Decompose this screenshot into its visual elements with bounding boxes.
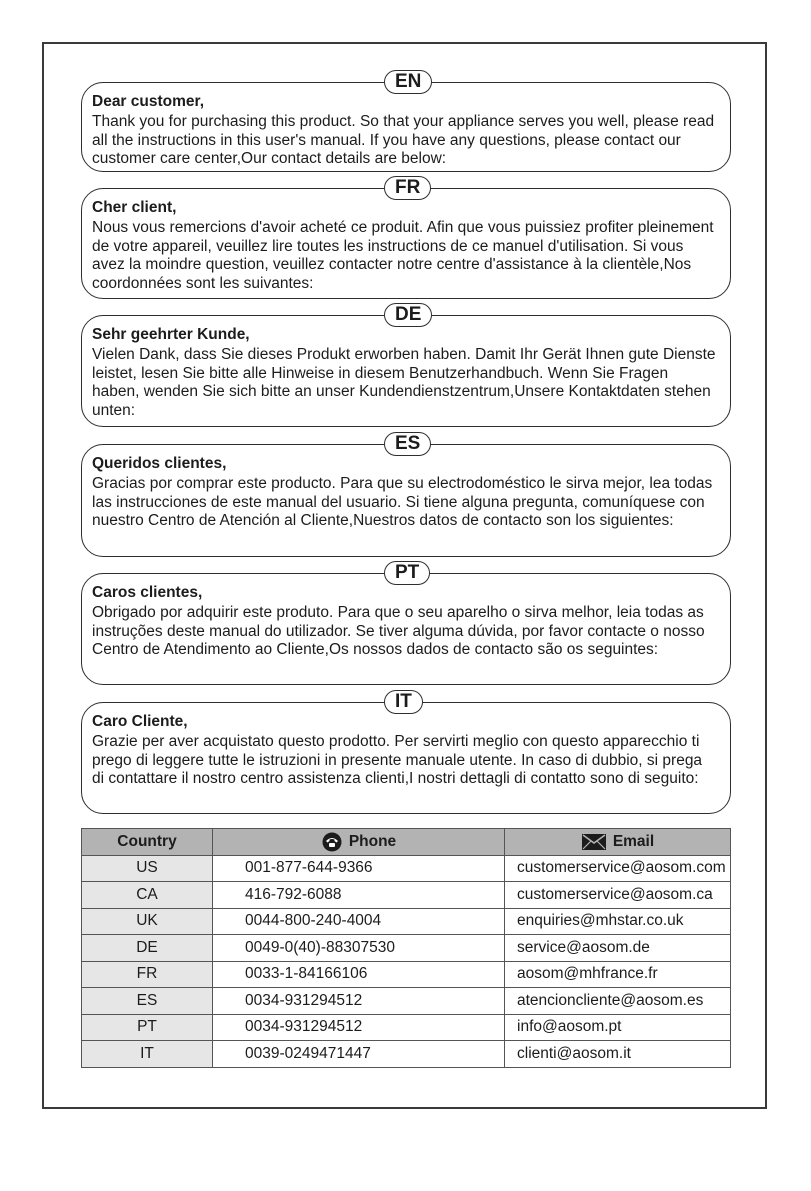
- section-it: [81, 691, 731, 814]
- phone-cell: 0034-931294512: [213, 988, 505, 1015]
- country-cell: IT: [82, 1041, 213, 1068]
- lang-tag-es: ES: [384, 432, 431, 456]
- greeting-pt: Caros clientes,: [92, 584, 203, 601]
- email-cell: atencioncliente@aosom.es: [505, 988, 731, 1015]
- header-phone: [213, 829, 505, 856]
- body-de: Vielen Dank, dass Sie dieses Produkt erworben haben. Damit Ihr Gerät Ihnen gute Dienste leistet, lesen Sie bitte alle Hinweise in diesem Benutzerhandbuch. Wenn Sie Fragen haben, wenden Sie sich bitte an unser Kundendienstzentrum,Unsere Kontaktdaten stehen unten:: [92, 346, 716, 419]
- email-cell: clienti@aosom.it: [505, 1041, 731, 1068]
- table-row: [82, 855, 731, 882]
- phone-cell: 0033-1-84166106: [213, 961, 505, 988]
- email-cell: customerservice@aosom.com: [505, 855, 731, 882]
- greeting-fr: Cher client,: [92, 199, 177, 216]
- greeting-it: Caro Cliente,: [92, 713, 188, 730]
- table-row: [82, 935, 731, 962]
- lang-tag-fr: FR: [384, 176, 431, 200]
- section-de: [81, 304, 731, 427]
- telephone-icon: [321, 832, 343, 852]
- phone-cell: 0034-931294512: [213, 1014, 505, 1041]
- phone-cell: 0049-0(40)-88307530: [213, 935, 505, 962]
- body-es: Gracias por comprar este producto. Para que su electrodoméstico le sirva mejor, lea todas las instrucciones de este manual del usuario. Si tiene alguna pregunta, comuníquese con nuestro Centro de Atención al Cliente,Nuestros datos de contacto son los siguientes:: [92, 475, 713, 530]
- phone-cell: 416-792-6088: [213, 882, 505, 909]
- phone-cell: 0044-800-240-4004: [213, 908, 505, 935]
- body-fr: Nous vous remercions d'avoir acheté ce produit. Afin que vous puissiez profiter pleinement de votre appareil, veuillez lire toutes les instructions de ce manuel d'utilisation. Si vous avez la moindre question, veuillez contacter notre centre d'assistance à la clientèle,Nos coordonnées sont les suivantes:: [92, 219, 714, 292]
- country-cell: ES: [82, 988, 213, 1015]
- email-cell: service@aosom.de: [505, 935, 731, 962]
- table-row: [82, 882, 731, 909]
- body-pt: Obrigado por adquirir este produto. Para que o seu aparelho o sirva melhor, leia todas as instruções deste manual do utilizador. Se tiver alguma dúvida, por favor contacte o nosso Centro de Atendimento ao Cliente,Os nossos dados de contacto são os seguintes:: [92, 604, 705, 659]
- email-cell: customerservice@aosom.ca: [505, 882, 731, 909]
- section-pt: [81, 562, 731, 685]
- greeting-es: Queridos clientes,: [92, 455, 227, 472]
- section-fr: [81, 177, 731, 299]
- table-row: [82, 1014, 731, 1041]
- table-row: [82, 988, 731, 1015]
- header-country: Country: [82, 829, 213, 856]
- header-email: [505, 829, 731, 856]
- header-phone-label: Phone: [348, 832, 397, 850]
- header-email-label: Email: [612, 832, 655, 850]
- lang-tag-pt: PT: [384, 561, 430, 585]
- phone-cell: 0039-0249471447: [213, 1041, 505, 1068]
- email-cell: info@aosom.pt: [505, 1014, 731, 1041]
- country-cell: PT: [82, 1014, 213, 1041]
- country-cell: FR: [82, 961, 213, 988]
- envelope-icon: [581, 833, 607, 851]
- section-en: [81, 71, 731, 172]
- email-cell: enquiries@mhstar.co.uk: [505, 908, 731, 935]
- lang-tag-de: DE: [384, 303, 432, 327]
- greeting-de: Sehr geehrter Kunde,: [92, 326, 250, 343]
- table-header-row: [82, 829, 731, 856]
- lang-tag-it: IT: [384, 690, 423, 714]
- body-en: Thank you for purchasing this product. So that your appliance serves you well, please read all the instructions in this user's manual. If you have any questions, please contact our customer care center,Our contact details are below:: [92, 113, 715, 168]
- country-cell: CA: [82, 882, 213, 909]
- greeting-en: Dear customer,: [92, 93, 204, 110]
- body-it: Grazie per aver acquistato questo prodotto. Per servirti meglio con questo apparecchio ti prego di leggere tutte le istruzioni in presente manuale utente. In caso di dubbio, si prega di contattare il nostro centro assistenza clienti,I nostri dettagli di contatto sono di seguito:: [92, 733, 703, 788]
- country-cell: US: [82, 855, 213, 882]
- country-cell: UK: [82, 908, 213, 935]
- table-row: [82, 908, 731, 935]
- email-cell: aosom@mhfrance.fr: [505, 961, 731, 988]
- lang-tag-en: EN: [384, 70, 432, 94]
- table-row: [82, 961, 731, 988]
- country-cell: DE: [82, 935, 213, 962]
- table-row: [82, 1041, 731, 1068]
- phone-cell: 001-877-644-9366: [213, 855, 505, 882]
- contact-table: [81, 828, 731, 1068]
- section-es: [81, 433, 731, 557]
